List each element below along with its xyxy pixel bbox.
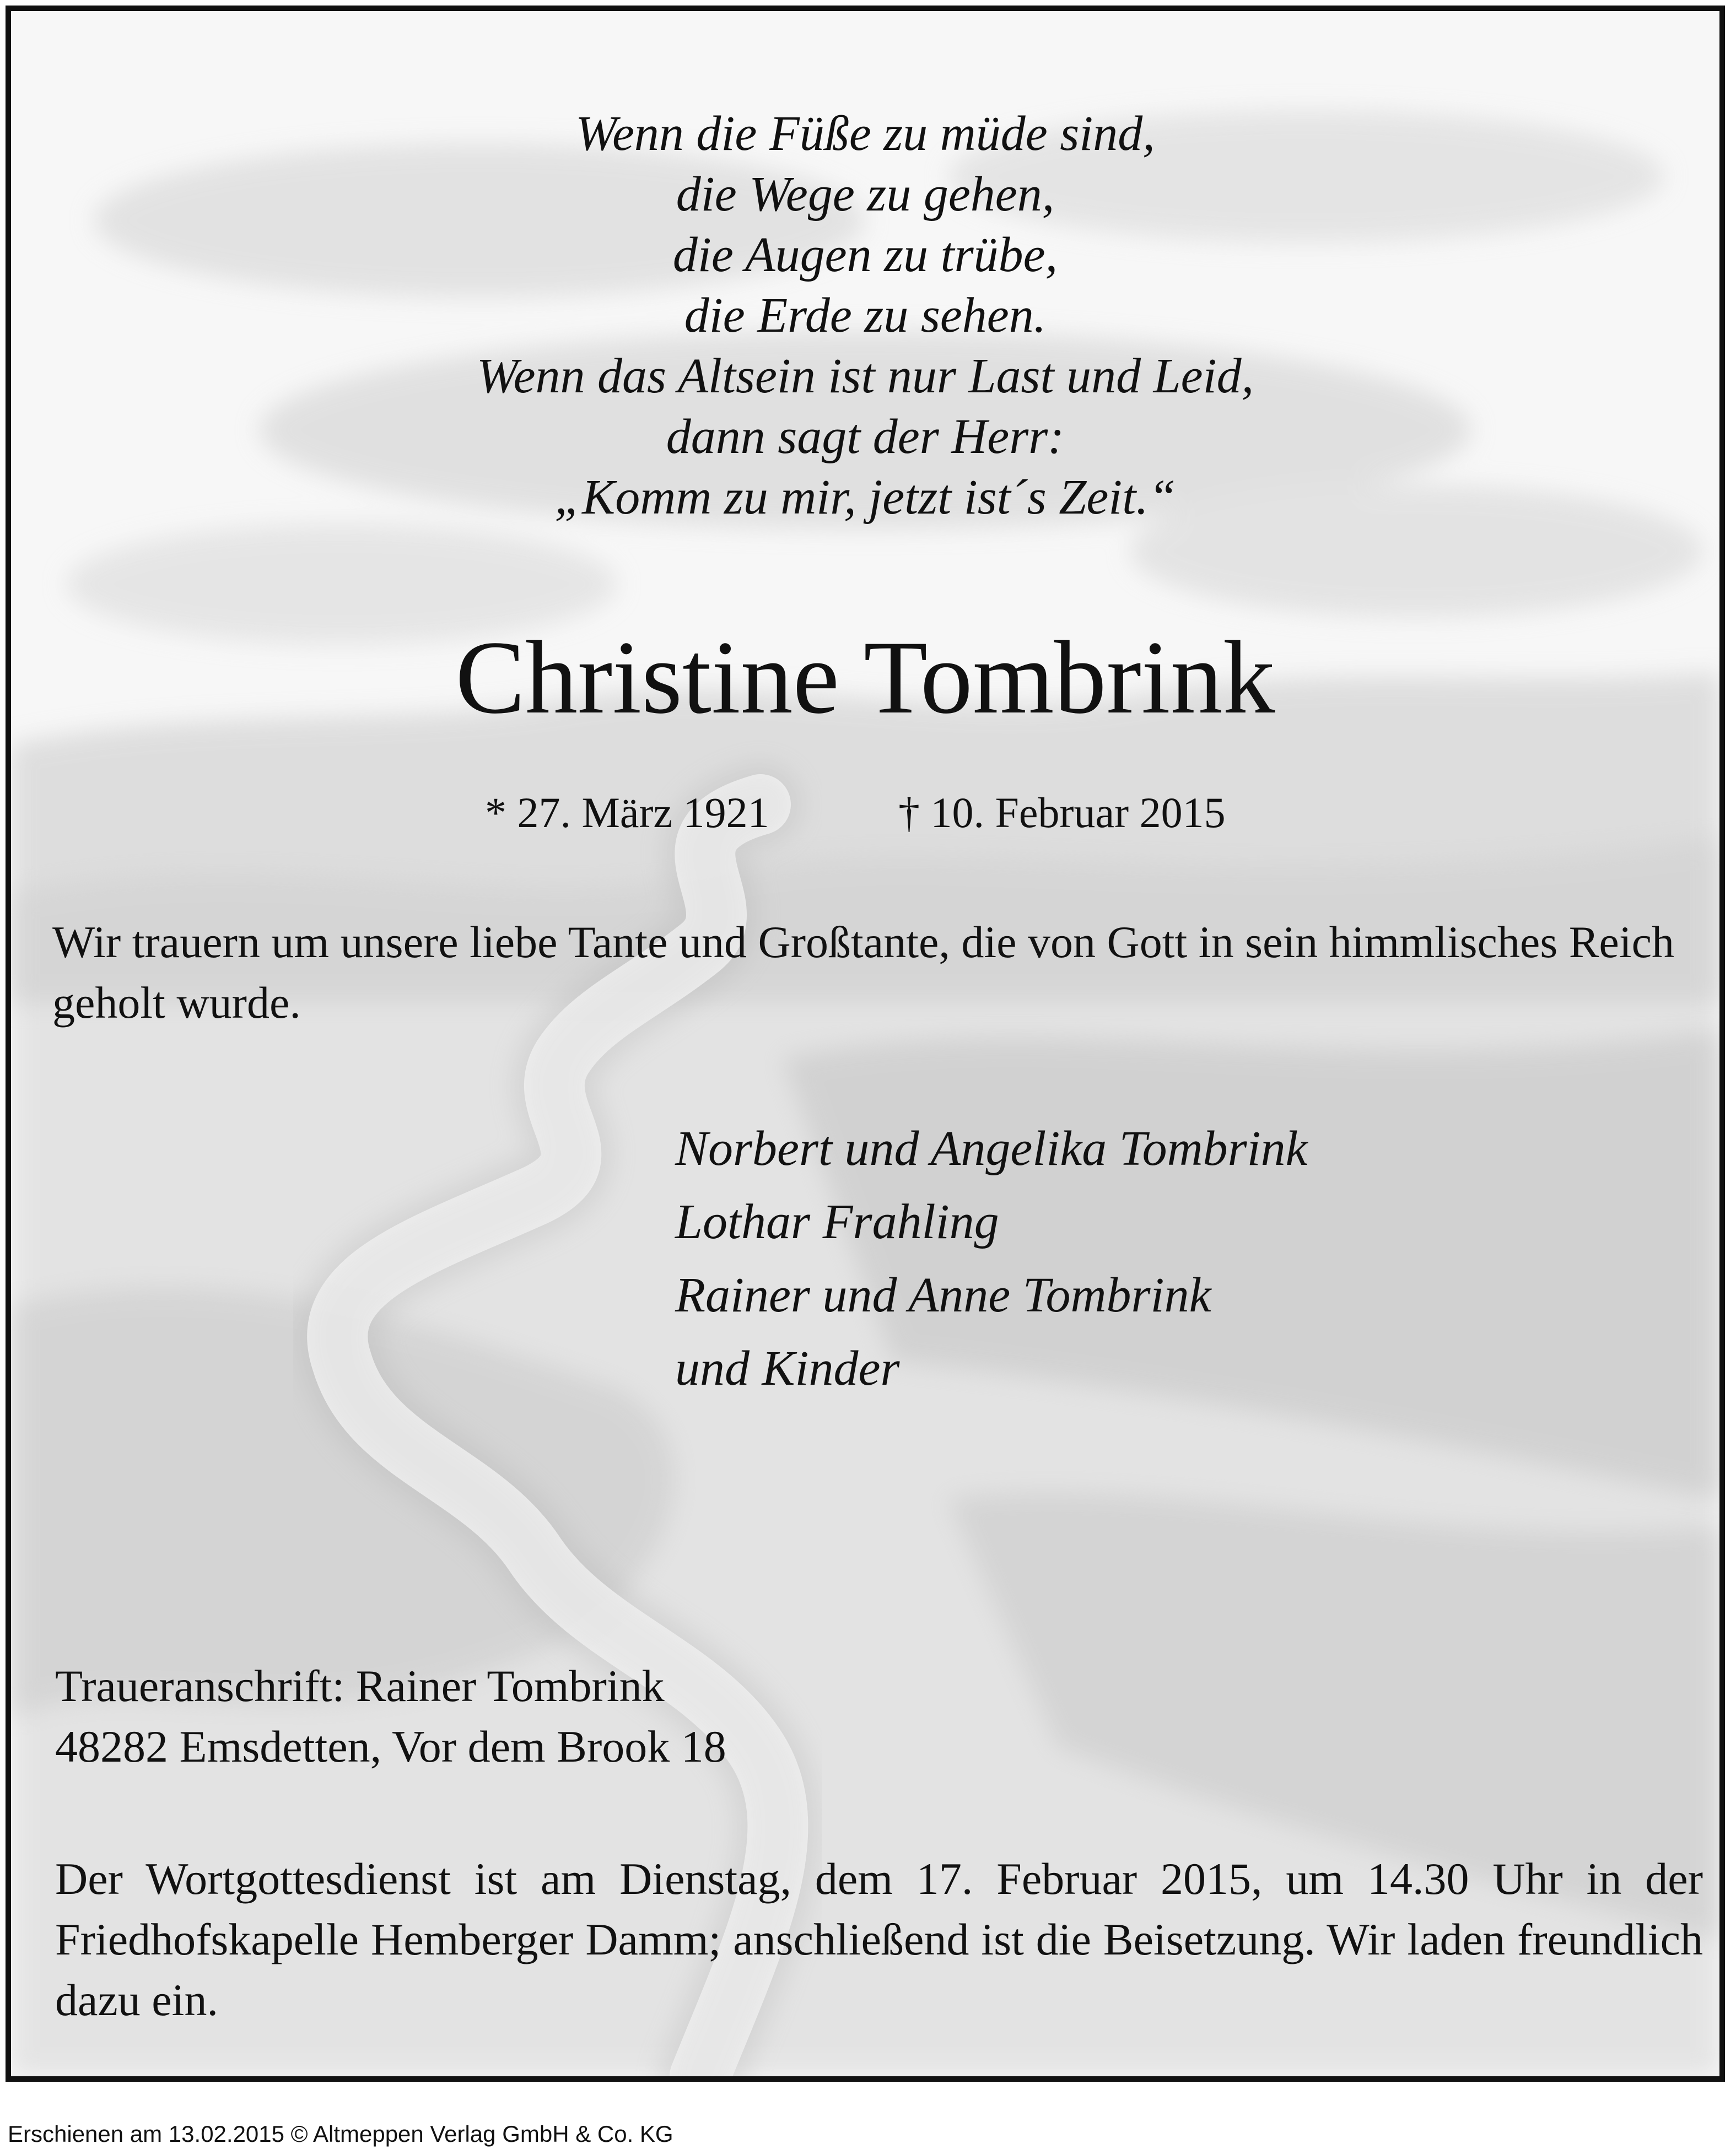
mourning-text: Wir trauern um unsere liebe Tante und Großtante, die von Gott in sein himmlisches Reich geholt wurde. <box>52 917 1674 1028</box>
obituary-frame <box>6 6 1725 2082</box>
address-line: 48282 Emsdetten, Vor dem Brook 18 <box>55 1721 726 1772</box>
poem-line: dann sagt der Herr: <box>666 409 1065 464</box>
mourners-list <box>675 1112 1308 1405</box>
mourner-name: und Kinder <box>675 1341 900 1396</box>
poem-line: die Wege zu gehen, <box>676 167 1055 222</box>
mourner-name: Lothar Frahling <box>675 1195 999 1249</box>
mourner-name: Rainer und Anne Tombrink <box>675 1268 1211 1322</box>
poem <box>11 104 1719 528</box>
obituary-content <box>11 11 1719 2076</box>
poem-line: die Erde zu sehen. <box>684 288 1047 343</box>
address-line: Traueranschrift: Rainer Tombrink <box>55 1661 665 1711</box>
birth-date: * 27. März 1921 <box>485 789 769 836</box>
publication-footer: Erschienen am 13.02.2015 © Altmeppen Verlag GmbH & Co. KG <box>8 2121 673 2147</box>
poem-line: die Augen zu trübe, <box>672 228 1058 282</box>
death-date: † 10. Februar 2015 <box>898 789 1226 836</box>
mourning-address <box>55 1656 726 1777</box>
poem-line: Wenn die Füße zu müde sind, <box>575 106 1155 161</box>
poem-line: „Komm zu mir, jetzt ist´s Zeit.“ <box>554 470 1176 525</box>
mourner-name: Norbert und Angelika Tombrink <box>675 1121 1308 1176</box>
poem-line: Wenn das Altsein ist nur Last und Leid, <box>476 349 1254 403</box>
deceased-name: Christine Tombrink <box>455 620 1275 736</box>
service-notice: Der Wortgottesdienst ist am Dienstag, dem 17. Februar 2015, um 14.30 Uhr in der Friedhofskapelle Hemberger Damm; anschließend ist die Beisetzung. Wir laden freundlich dazu ein. <box>55 1854 1703 2025</box>
